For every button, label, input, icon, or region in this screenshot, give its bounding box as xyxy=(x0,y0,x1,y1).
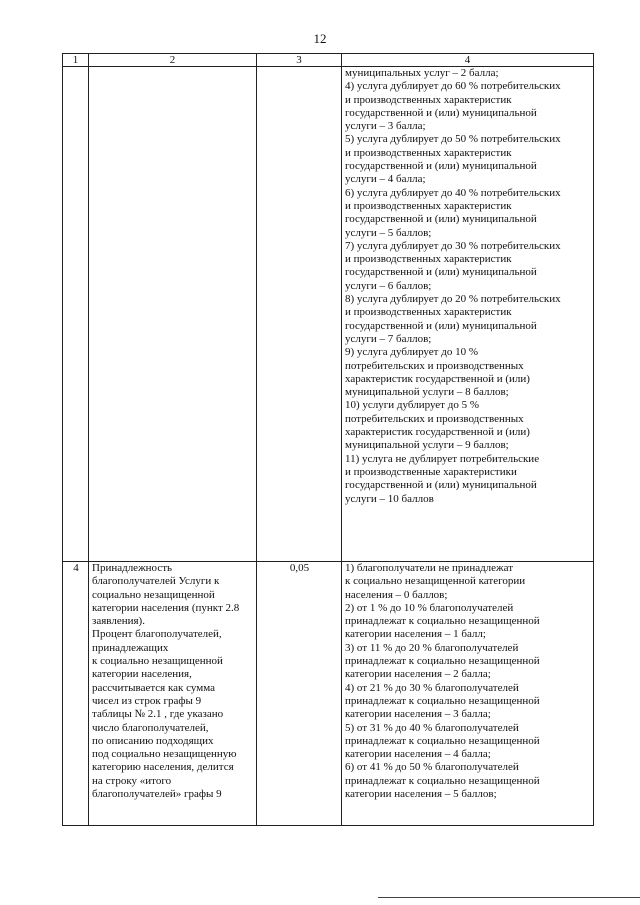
text-line: принадлежат к социально незащищенной xyxy=(345,774,540,787)
text-line: категории населения – 2 балла; xyxy=(345,668,491,681)
cell-number xyxy=(63,67,89,562)
text-line: потребительских и производственных xyxy=(345,412,524,425)
cell-scoring-rules xyxy=(342,67,594,562)
text-line: категории населения – 4 балла; xyxy=(345,748,491,761)
cell-weight: 0,05 xyxy=(257,562,342,826)
text-line: принадлежат к социально незащищенной xyxy=(345,734,540,747)
text-line: 5) услуга дублирует до 50 % потребительских xyxy=(345,133,561,146)
text-line: и производственных характеристик xyxy=(345,253,512,266)
text-line: государственной и (или) муниципальной xyxy=(345,160,537,173)
text-line: и производственных характеристик xyxy=(345,306,512,319)
text-line: муниципальной услуги – 9 баллов; xyxy=(345,439,509,452)
scoring-lines xyxy=(345,562,591,801)
cell-criterion xyxy=(89,562,257,826)
scoring-lines xyxy=(345,67,591,506)
text-line: муниципальной услуги – 8 баллов; xyxy=(345,386,509,399)
text-line: 6) от 41 % до 50 % благополучателей xyxy=(345,761,519,774)
text-line: категории населения – 3 балла; xyxy=(345,708,491,721)
criterion-lines xyxy=(92,562,254,801)
table-header-row xyxy=(63,54,594,67)
text-line: категорию населения, делится xyxy=(92,761,234,774)
text-line: Принадлежность xyxy=(92,562,173,574)
text-line: государственной и (или) муниципальной xyxy=(345,319,537,332)
table-row-4 xyxy=(63,562,594,826)
text-line: принадлежат к социально незащищенной xyxy=(345,615,540,628)
header-col-4: 4 xyxy=(342,54,594,67)
text-line: 4) услуга дублирует до 60 % потребительских xyxy=(345,80,561,93)
footer-rule xyxy=(378,897,640,898)
text-line: услуги – 10 баллов xyxy=(345,492,434,505)
text-line: населения – 0 баллов; xyxy=(345,588,448,601)
text-line: чисел из строк графы 9 xyxy=(92,694,202,707)
table-row-continuation xyxy=(63,67,594,562)
header-col-2: 2 xyxy=(89,54,257,67)
cell-weight xyxy=(257,67,342,562)
text-line: категории населения (пункт 2.8 xyxy=(92,601,240,614)
text-line: и производственных характеристик xyxy=(345,199,512,212)
text-line: государственной и (или) муниципальной xyxy=(345,106,537,119)
text-line: Процент благополучателей, xyxy=(92,628,222,641)
text-line: 11) услуга не дублирует потребительские xyxy=(345,452,540,465)
text-line: 8) услуга дублирует до 20 % потребительских xyxy=(345,293,561,306)
text-line: 5) от 31 % до 40 % благополучателей xyxy=(345,721,519,734)
text-line: принадлежат к социально незащищенной xyxy=(345,694,540,707)
text-line: услуги – 4 балла; xyxy=(345,173,426,186)
text-line: 2) от 1 % до 10 % благополучателей xyxy=(345,601,514,614)
text-line: и производственных характеристик xyxy=(345,93,512,106)
text-line: государственной и (или) муниципальной xyxy=(345,266,537,279)
text-line: социально незащищенной xyxy=(92,588,215,601)
text-line: муниципальных услуг – 2 балла; xyxy=(345,67,499,79)
text-line: характеристик государственной и (или) xyxy=(345,372,530,385)
text-line: к социально незащищенной категории xyxy=(345,575,526,588)
cell-criterion xyxy=(89,67,257,562)
cell-scoring-rules xyxy=(342,562,594,826)
text-line: 9) услуга дублирует до 10 % xyxy=(345,346,478,359)
text-line: принадлежат к социально незащищенной xyxy=(345,655,540,668)
header-col-3: 3 xyxy=(257,54,342,67)
text-line: категории населения, xyxy=(92,668,192,681)
text-line: услуги – 5 баллов; xyxy=(345,226,432,239)
text-line: потребительских и производственных xyxy=(345,359,524,372)
header-col-1: 1 xyxy=(63,54,89,67)
page-number: 12 xyxy=(313,31,327,46)
text-line: категории населения – 5 баллов; xyxy=(345,788,497,801)
text-line: 7) услуга дублирует до 30 % потребительских xyxy=(345,239,561,252)
text-line: характеристик государственной и (или) xyxy=(345,426,530,439)
text-line: 10) услуги дублирует до 5 % xyxy=(345,399,479,412)
text-line: число благополучателей, xyxy=(92,721,209,734)
text-line: рассчитывается как сумма xyxy=(92,681,215,694)
text-line: 3) от 11 % до 20 % благополучателей xyxy=(345,641,519,654)
text-line: государственной и (или) муниципальной xyxy=(345,213,537,226)
text-line: категории населения – 1 балл; xyxy=(345,628,486,641)
text-line: таблицы № 2.1 , где указано xyxy=(92,708,224,721)
text-line: благополучателей Услуги к xyxy=(92,575,220,588)
text-line: услуги – 3 балла; xyxy=(345,120,426,133)
text-line: 6) услуга дублирует до 40 % потребительских xyxy=(345,186,561,199)
text-line: услуги – 7 баллов; xyxy=(345,332,432,345)
text-line: принадлежащих xyxy=(92,641,169,654)
text-line: и производственных характеристик xyxy=(345,146,512,159)
text-line: к социально незащищенной xyxy=(92,655,223,668)
text-line: государственной и (или) муниципальной xyxy=(345,479,537,492)
text-line: благополучателей» графы 9 xyxy=(92,788,222,801)
text-line: 4) от 21 % до 30 % благополучателей xyxy=(345,681,519,694)
cell-number: 4 xyxy=(63,562,89,826)
text-line: на строку «итого xyxy=(92,774,172,787)
text-line: под социально незащищенную xyxy=(92,748,237,761)
text-line: услуги – 6 баллов; xyxy=(345,279,432,292)
text-line: заявления). xyxy=(92,615,145,628)
text-line: и производственные характеристики xyxy=(345,465,517,478)
criteria-table xyxy=(62,53,594,826)
text-line: по описанию подходящих xyxy=(92,734,214,747)
text-line: 1) благополучатели не принадлежат xyxy=(345,562,514,574)
